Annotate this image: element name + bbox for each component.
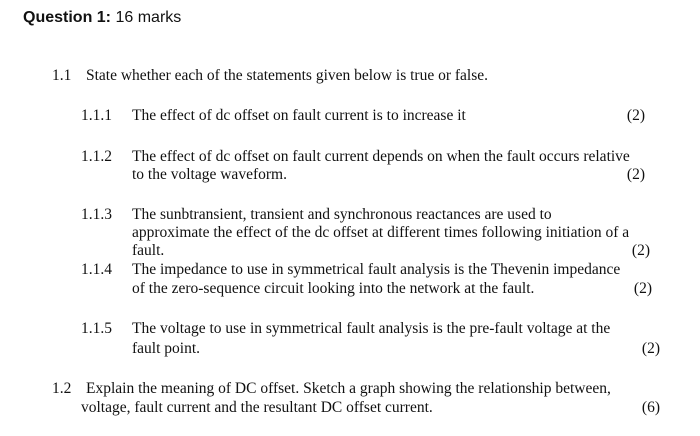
question-marks: 16 marks xyxy=(115,9,182,26)
section-number: 1.1 xyxy=(52,67,72,84)
section-text: State whether each of the statements given below is true or false. xyxy=(86,67,489,84)
item-text-line: The voltage to use in symmetrical fault analysis is the pre-fault voltage at the xyxy=(132,320,611,337)
item-text-line: The impedance to use in symmetrical fault analysis is the Thevenin impedance xyxy=(132,261,621,278)
item-text-line: The effect of dc offset on fault current depends on when the fault occurs relative xyxy=(132,148,630,165)
item-number: 1.1.2 xyxy=(81,148,112,165)
item-marks: (2) xyxy=(626,166,645,183)
item-marks: (2) xyxy=(631,242,650,259)
section-marks: (6) xyxy=(641,399,660,416)
question-title: Question 1: xyxy=(23,9,112,26)
item-number: 1.1.3 xyxy=(81,206,112,223)
item-marks: (2) xyxy=(633,280,652,297)
item-text-line: approximate the effect of the dc offset at different times following initiation of a xyxy=(132,224,630,241)
section-1-1 xyxy=(52,67,488,85)
section-text-line: Explain the meaning of DC offset. Sketch a graph showing the relationship between, xyxy=(86,380,611,397)
section-1-2 xyxy=(52,380,611,398)
item-text-line: to the voltage waveform. xyxy=(132,166,287,183)
item-text-line: The effect of dc offset on fault current is to increase it xyxy=(132,107,466,124)
item-number: 1.1.5 xyxy=(81,320,112,337)
item-marks: (2) xyxy=(641,340,660,357)
item-number: 1.1.4 xyxy=(81,261,112,278)
item-text-line: The sunbtransient, transient and synchronous reactances are used to xyxy=(132,206,552,223)
item-text-line: fault. xyxy=(132,242,165,259)
question-heading xyxy=(23,8,181,28)
item-text-line: fault point. xyxy=(132,340,201,357)
section-text-line: voltage, fault current and the resultant DC offset current. xyxy=(81,399,433,416)
section-number: 1.2 xyxy=(52,380,72,397)
item-text-line: of the zero-sequence circuit looking into the network at the fault. xyxy=(132,280,535,297)
item-number: 1.1.1 xyxy=(81,107,112,124)
item-marks: (2) xyxy=(626,107,645,124)
